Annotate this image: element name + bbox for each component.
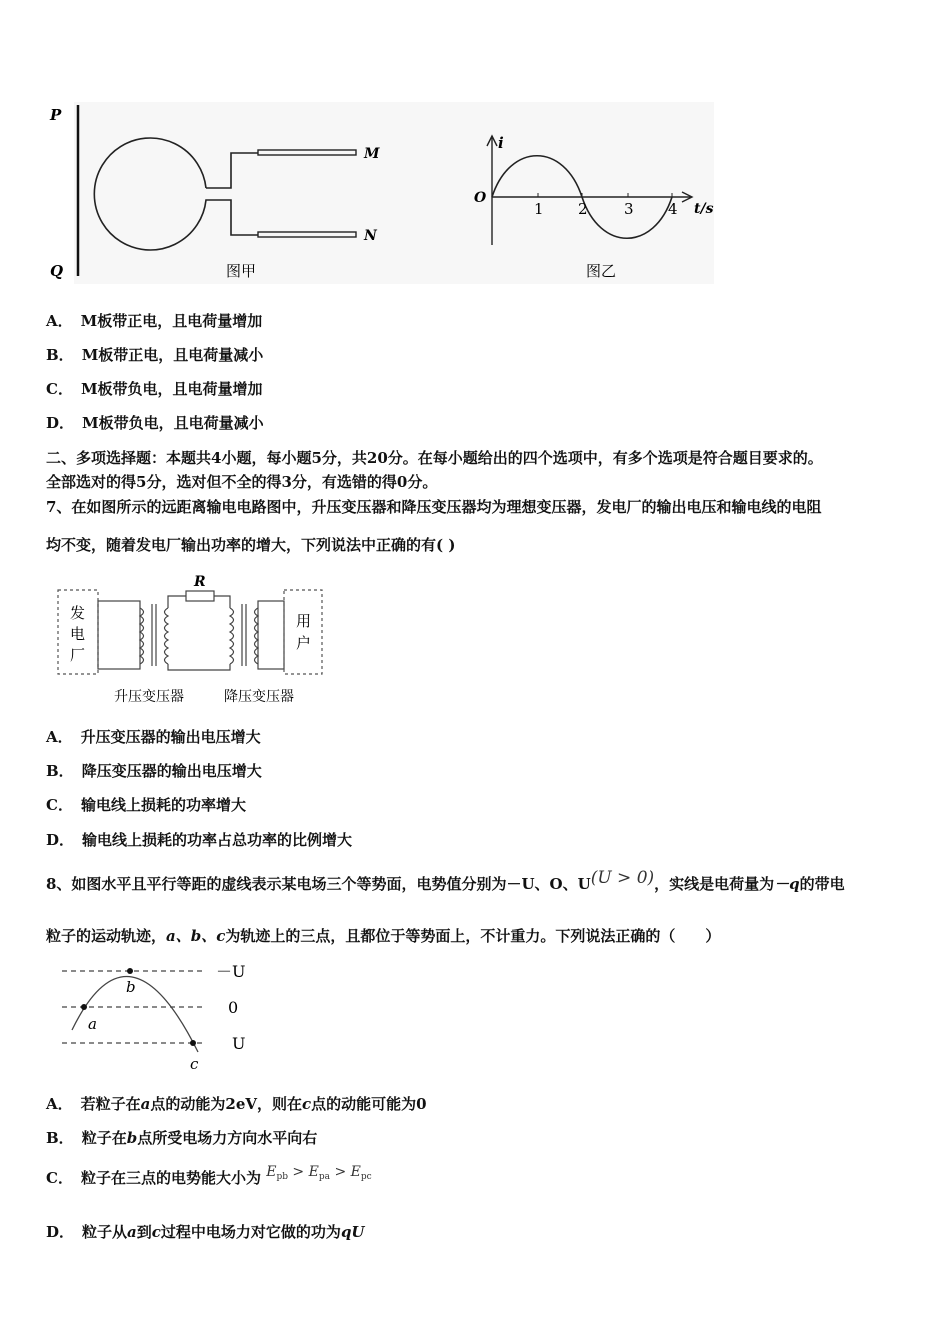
label-top-potential: －U (216, 962, 246, 981)
option-letter: A． (46, 312, 73, 330)
option-letter: C． (46, 380, 73, 398)
point-c (190, 1040, 196, 1046)
plant-label (70, 604, 85, 664)
axis-t-label: t/s (694, 201, 714, 217)
q7-stem-line-1: 7、在如图所示的远距离输电电路图中，升压变压器和降压变压器均为理想变压器，发电厂的输出电压和输电线的电阻 (46, 498, 822, 516)
option-text: 降压变压器的输出电压增大 (81, 762, 262, 780)
stepup-secondary-coil (165, 608, 169, 664)
axis-i-label: i (498, 134, 504, 152)
point-a (81, 1004, 87, 1010)
q6-option-a[interactable] (46, 311, 262, 331)
label-step-down: 降压变压器 (224, 689, 294, 705)
section-2-line-1: 二、多项选择题：本题共4小题，每小题5分，共20分。在每小题给出的四个选项中，有多个选项是符合题目要求的。 (46, 449, 823, 467)
caption-jia: 图甲 (226, 262, 257, 280)
label-m: M (364, 146, 380, 162)
option-text: 升压变压器的输出电压增大 (80, 728, 261, 746)
caption-yi: 图乙 (586, 262, 617, 280)
tick-label-3: 3 (624, 200, 634, 218)
label-p: P (50, 106, 62, 124)
label-step-up: 升压变压器 (114, 689, 184, 705)
plant-text-char: 电 (70, 625, 86, 643)
tick-label-1: 1 (534, 200, 544, 218)
label-n: N (364, 228, 377, 244)
q8-option-a[interactable]: A． 若粒子在a点的动能为2eV，则在c点的动能可能为0 (46, 1095, 427, 1113)
option-text: M板带负电，且电荷量减小 (82, 414, 264, 432)
q7-option-d[interactable] (46, 830, 352, 850)
q7-stem-line-2: 均不变，随着发电厂输出功率的增大，下列说法中正确的有( ) (46, 536, 456, 554)
option-letter: B． (46, 762, 74, 780)
q8-option-d[interactable]: D． 粒子从a到c过程中电场力对它做的功为qU (46, 1223, 365, 1241)
option-letter: D． (46, 414, 75, 432)
q8-option-c[interactable]: C． 粒子在三点的电势能大小为 $E_{pb} > E_{pa} > E_{pc}$ (46, 1164, 372, 1187)
option-text: 输电线上损耗的功率占总功率的比例增大 (82, 831, 353, 849)
section-2-line-2: 全部选对的得5分，选对但不全的得3分，有选错的得0分。 (46, 473, 438, 491)
label-mid-potential: 0 (228, 998, 239, 1017)
point-b (127, 968, 133, 974)
q8-option-b[interactable]: B． 粒子在b点所受电场力方向水平向右 (46, 1129, 318, 1147)
label-r: R (194, 574, 206, 590)
user-label (296, 612, 311, 652)
option-letter: A． (46, 728, 73, 746)
option-letter: B． (46, 346, 74, 364)
user-text-char: 用 (296, 612, 312, 630)
user-box (284, 590, 322, 674)
user-text-char: 户 (296, 634, 312, 652)
q8-stem-line-2: 粒子的运动轨迹，a、b、c为轨迹上的三点，且都位于等势面上，不计重力。下列说法正确的（ ） (46, 927, 721, 945)
plant-text-char: 发 (70, 604, 86, 622)
label-c: c (190, 1055, 199, 1073)
label-q: Q (50, 262, 64, 280)
figure-1 (46, 100, 718, 286)
option-text: 输电线上损耗的功率增大 (80, 796, 246, 814)
figure-transmission (56, 574, 328, 708)
q7-option-a[interactable] (46, 727, 261, 747)
option-letter: C． (46, 796, 73, 814)
q6-option-b[interactable] (46, 345, 263, 365)
label-a: a (88, 1015, 97, 1033)
label-bottom-potential: U (232, 1034, 246, 1053)
q7-option-b[interactable] (46, 761, 262, 781)
option-text: M板带正电，且电荷量增加 (80, 312, 263, 330)
stepdown-primary-coil (230, 608, 234, 664)
label-b: b (126, 978, 136, 996)
tick-label-2: 2 (578, 200, 588, 218)
q7-option-c[interactable] (46, 795, 246, 815)
option-text: M板带正电，且电荷量减小 (81, 346, 264, 364)
q8-stem-line-1: 8、如图水平且平行等距的虚线表示某电场三个等势面，电势值分别为－U、O、U(U > 0)，实线是电荷量为－q的带电 (46, 868, 845, 893)
plant-text-char: 厂 (70, 646, 86, 664)
resistor-r (186, 591, 214, 601)
figure-equipotential (56, 958, 266, 1076)
option-text: M板带负电，且电荷量增加 (80, 380, 263, 398)
q6-option-c[interactable] (46, 379, 263, 399)
option-letter: D． (46, 831, 75, 849)
origin-label: O (474, 190, 487, 206)
potential-energy-inequality: $E_{pb} > E_{pa} > E_{pc}$ (266, 1164, 372, 1182)
q6-option-d[interactable] (46, 413, 264, 433)
tick-label-4: 4 (668, 200, 678, 218)
